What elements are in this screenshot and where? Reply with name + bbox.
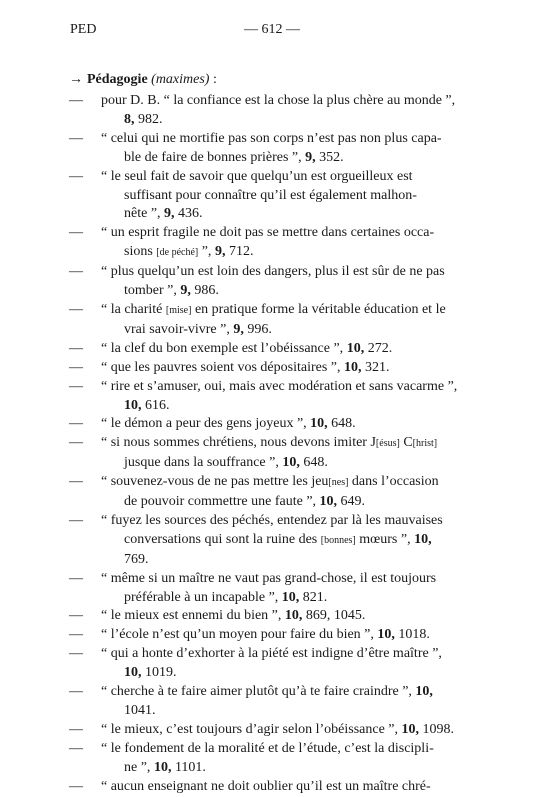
entry-text: “ le démon a peur des gens joyeux ”, (101, 416, 311, 432)
volume-number: 9, (180, 283, 191, 299)
entry-text: 648. (327, 416, 356, 432)
volume-number: 10, (284, 608, 303, 624)
entry-text: 986. (190, 283, 219, 299)
editorial-insertion: [nes] (328, 477, 349, 489)
maxim-entry (69, 168, 471, 225)
maxim-entry (69, 92, 471, 130)
volume-number: 10, (282, 455, 300, 471)
volume-number: 9, (164, 206, 175, 222)
entry-dash: — (69, 93, 83, 108)
maxim-entry (69, 434, 471, 473)
volume-number: 9, (233, 321, 244, 337)
entry-line (101, 664, 471, 683)
entry-dash: — (69, 684, 83, 700)
entry-text: 1101. (171, 759, 206, 775)
maxim-entry (69, 740, 471, 778)
entry-text: nête ”, (124, 206, 165, 222)
entry-line (101, 493, 471, 512)
volume-number: 9, (214, 244, 226, 260)
maxim-entry (69, 263, 471, 301)
volume-number: 8, (124, 111, 135, 127)
entry-text: “ l’école n’est qu’un moyen pour faire du bien ”, (101, 627, 378, 643)
entry-text: 321. (361, 359, 390, 375)
entry-text: suffisant pour connaître qu’il est également malhon- (124, 187, 417, 203)
entry-text: “ le mieux, c’est toujours d’agir selon l’obéissance ”, (101, 721, 402, 737)
entry-dash: — (69, 474, 83, 490)
editorial-insertion: [ésus] (375, 438, 400, 450)
maxim-entry (69, 473, 471, 512)
entry-line (101, 740, 471, 759)
editorial-insertion: [hrist] (412, 438, 438, 450)
entry-text: “ rire et s’amuser, oui, mais avec modération et sans vacarme ”, (101, 378, 458, 394)
entry-text: “ le fondement de la moralité et de l’étude, c’est la discipli- (101, 740, 434, 756)
maxim-entry (69, 607, 471, 626)
entry-text: 769. (124, 551, 149, 567)
maxim-entry (69, 512, 471, 570)
entry-text: “ la clef du bon exemple est l’obéissance ”, (101, 340, 347, 356)
entry-text: “ cherche à te faire aimer plutôt qu’à te faire craindre ”, (101, 684, 416, 700)
entry-text: 982. (134, 111, 163, 127)
entry-text: 649. (337, 494, 366, 510)
maxim-entry (69, 645, 471, 683)
entry-line (101, 589, 471, 608)
entry-text: 436. (174, 206, 203, 222)
entry-text: “ même si un maître ne vaut pas grand-chose, il est toujours (101, 570, 437, 586)
entry-text: vrai savoir-vivre ”, (124, 321, 234, 337)
entry-dash: — (69, 627, 83, 643)
maxims-list (69, 92, 471, 797)
volume-number: 10, (124, 397, 142, 413)
entry-line (101, 415, 471, 434)
entry-line (101, 570, 471, 589)
entry-line (101, 626, 471, 645)
entry-text: “ souvenez-vous de ne pas mettre les jeu (101, 474, 329, 490)
entry-line (101, 454, 471, 473)
heading-colon: : (209, 72, 217, 87)
editorial-insertion: [bonnes] (320, 534, 356, 546)
entry-line (101, 359, 471, 378)
volume-number: 10, (377, 627, 395, 643)
entry-text: “ qui a honte d’exhorter à la piété est indigne d’être maître ”, (101, 646, 442, 662)
entry-dash: — (69, 225, 83, 241)
entry-line (101, 130, 471, 149)
entry-line (101, 531, 471, 551)
entry-text: sions (124, 244, 157, 260)
entry-line (101, 759, 471, 778)
volume-number: 10, (310, 416, 328, 432)
entry-line (101, 205, 471, 224)
entry-line (101, 340, 471, 359)
entry-line (101, 321, 471, 340)
entry-line (101, 683, 471, 702)
maxim-entry (69, 721, 471, 740)
section-heading (69, 72, 217, 88)
entry-line (101, 645, 471, 664)
entry-line (101, 512, 471, 531)
volume-number: 10, (124, 665, 142, 681)
entry-text: 712. (225, 244, 254, 260)
entry-dash: — (69, 778, 83, 794)
entry-dash: — (69, 570, 83, 586)
entry-text: 648. (299, 455, 328, 471)
entry-line (101, 92, 471, 111)
maxim-entry (69, 378, 471, 416)
volume-number: 10, (319, 494, 338, 510)
editorial-insertion: [mise] (165, 304, 192, 316)
entry-dash: — (69, 264, 83, 280)
entry-text: pour D. B. “ la confiance est la chose la plus chère au monde ”, (101, 93, 456, 108)
entry-line (101, 149, 471, 168)
entry-text: 821. (299, 589, 328, 605)
entry-dash: — (69, 416, 83, 432)
entry-line (101, 721, 471, 740)
entry-dash: — (69, 301, 83, 317)
entry-dash: — (69, 740, 83, 756)
entry-text: ”, (198, 244, 215, 260)
maxim-entry (69, 683, 471, 721)
entry-text: 1019. (141, 665, 177, 681)
heading-title: Pédagogie (87, 72, 148, 87)
maxim-entry (69, 301, 471, 340)
volume-number: 10, (346, 340, 365, 356)
entry-line (101, 224, 471, 243)
maxim-entry (69, 359, 471, 378)
entry-text: 1041. (124, 703, 156, 718)
maxim-entry (69, 130, 471, 168)
entry-line (101, 778, 471, 797)
volume-number: 10, (281, 589, 300, 605)
maxim-entry (69, 626, 471, 645)
entry-dash: — (69, 646, 83, 662)
entry-text: mœurs ”, (355, 531, 415, 547)
entry-text: préférable à un incapable ”, (124, 589, 282, 605)
entry-line (101, 263, 471, 282)
entry-dash: — (69, 359, 83, 375)
entry-text: “ si nous sommes chrétiens, nous devons imiter J (101, 435, 376, 451)
entry-line (101, 551, 471, 570)
entry-text: “ la charité (101, 301, 166, 317)
volume-number: 9, (305, 149, 316, 165)
entry-text: 996. (243, 321, 272, 337)
entry-text: 869, 1045. (302, 608, 366, 624)
entry-dash: — (69, 608, 83, 624)
maxim-entry (69, 778, 471, 797)
page-number: — 612 — (244, 22, 300, 37)
maxim-entry (69, 224, 471, 263)
arrow-icon: → (69, 72, 83, 87)
entry-text: “ plus quelqu’un est loin des dangers, plus il est sûr de ne pas (101, 264, 445, 280)
entry-dash: — (69, 512, 83, 528)
volume-number: 10, (153, 759, 172, 775)
entry-line (101, 434, 471, 454)
entry-text: dans l’occasion (348, 474, 439, 490)
entry-line (101, 168, 471, 187)
entry-text: “ le mieux est ennemi du bien ”, (101, 608, 285, 624)
entry-line (101, 397, 471, 416)
entry-dash: — (69, 721, 83, 737)
entry-text: ble de faire de bonnes prières ”, (124, 149, 306, 165)
running-head: PED (70, 22, 97, 37)
volume-number: 10, (344, 359, 362, 375)
editorial-insertion: [de péché] (156, 247, 199, 259)
entry-text: “ fuyez les sources des péchés, entendez par là les mauvaises (101, 512, 443, 528)
volume-number: 10, (415, 684, 433, 700)
entry-text: en pratique forme la véritable éducation et le (191, 301, 446, 317)
heading-subtitle: (maximes) (151, 72, 210, 87)
entry-text: “ que les pauvres soient vos dépositaires ”, (101, 359, 344, 375)
maxim-entry (69, 415, 471, 434)
entry-text: de pouvoir commettre une faute ”, (124, 494, 320, 510)
maxim-entry (69, 570, 471, 608)
entry-dash: — (69, 168, 83, 184)
entry-text: 1018. (394, 627, 430, 643)
entry-text: “ celui qui ne mortifie pas son corps n’est pas non plus capa- (101, 130, 442, 146)
entry-line (101, 301, 471, 321)
entry-text: “ un esprit fragile ne doit pas se mettre dans certaines occa- (101, 225, 435, 241)
entry-line (101, 702, 471, 721)
entry-dash: — (69, 435, 83, 451)
entry-line (101, 607, 471, 626)
entry-text: 352. (315, 149, 344, 165)
entry-text: 616. (141, 397, 170, 413)
entry-text: 272. (364, 340, 393, 356)
entry-line (101, 282, 471, 301)
volume-number: 10, (414, 531, 432, 547)
entry-text: “ aucun enseignant ne doit oublier qu’il est un maître chré- (101, 778, 431, 794)
entry-line (101, 243, 471, 263)
entry-line (101, 378, 471, 397)
entry-text: “ le seul fait de savoir que quelqu’un est orgueilleux est (101, 168, 413, 184)
entry-text: jusque dans la souffrance ”, (124, 455, 283, 471)
maxim-entry (69, 340, 471, 359)
entry-text: C (399, 435, 413, 451)
entry-text: conversations qui sont la ruine des (124, 531, 321, 547)
volume-number: 10, (401, 721, 420, 737)
entry-text: ne ”, (124, 759, 154, 775)
entry-line (101, 111, 471, 130)
entry-text: tomber ”, (124, 283, 181, 299)
entry-dash: — (69, 378, 83, 394)
entry-dash: — (69, 130, 83, 146)
entry-text: 1098. (419, 721, 455, 737)
entry-line (101, 473, 471, 493)
entry-dash: — (69, 340, 83, 356)
page-header (0, 22, 540, 42)
entry-line (101, 187, 471, 206)
